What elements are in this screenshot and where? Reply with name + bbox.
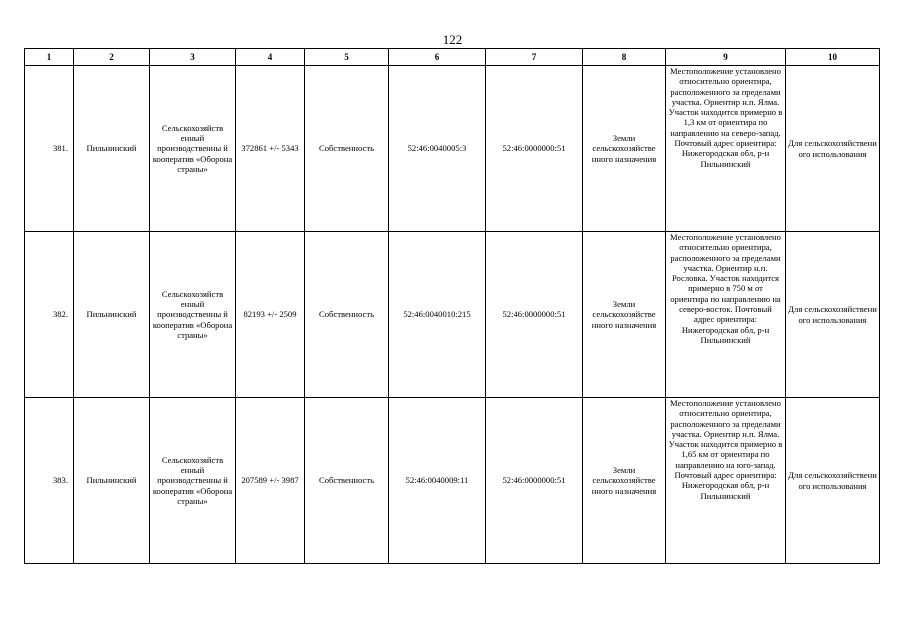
area-cell: 82193 +/- 2509 xyxy=(236,232,305,398)
cadastral-number-cell: 52:46:0040010:215 xyxy=(389,232,486,398)
column-header: 8 xyxy=(583,49,666,66)
table-row xyxy=(25,232,880,398)
right-cell: Собственность xyxy=(305,232,389,398)
block-number-cell: 52:46:0000000:51 xyxy=(486,66,583,232)
row-number: 383. xyxy=(25,398,74,564)
owner-cell: Сельскохозяйств енный производственны й кооператив «Оборона страны» xyxy=(150,66,236,232)
column-header: 6 xyxy=(389,49,486,66)
location-cell: Местоположение установлено относительно ориентира, расположенного за пределами участка. Ориентир н.п. Ялма. Участок находится примерно в 1,65 км от ориентира по направлению на юго-запад. Почтовый адрес ориентира: Нижегородская обл, р-н Пильнинский xyxy=(666,398,786,564)
column-header: 5 xyxy=(305,49,389,66)
column-header: 2 xyxy=(74,49,150,66)
table-row xyxy=(25,66,880,232)
usage-cell: Для сельскохозяйствени ого использования xyxy=(786,232,880,398)
district-cell: Пильнинский xyxy=(74,398,150,564)
cadastral-number-cell: 52:46:0040005:3 xyxy=(389,66,486,232)
district-cell: Пильнинский xyxy=(74,232,150,398)
block-number-cell: 52:46:0000000:51 xyxy=(486,232,583,398)
land-category-cell: Земли сельскохозяйстве нного назначения xyxy=(583,66,666,232)
land-registry-table xyxy=(24,48,880,564)
right-cell: Собственность xyxy=(305,398,389,564)
row-number: 382. xyxy=(25,232,74,398)
right-cell: Собственность xyxy=(305,66,389,232)
column-header: 7 xyxy=(486,49,583,66)
area-cell: 372861 +/- 5343 xyxy=(236,66,305,232)
block-number-cell: 52:46:0000000:51 xyxy=(486,398,583,564)
owner-cell: Сельскохозяйств енный производственны й кооператив «Оборона страны» xyxy=(150,232,236,398)
area-cell: 207589 +/- 3987 xyxy=(236,398,305,564)
column-header: 1 xyxy=(25,49,74,66)
land-category-cell: Земли сельскохозяйстве нного назначения xyxy=(583,398,666,564)
header-row xyxy=(25,49,880,66)
column-header: 3 xyxy=(150,49,236,66)
column-header: 9 xyxy=(666,49,786,66)
column-header: 10 xyxy=(786,49,880,66)
location-cell: Местоположение установлено относительно ориентира, расположенного за пределами участка. Ориентир н.п. Рословка. Участок находится примерно в 750 м от ориентира по направлению на северо-восток. Почтовый адрес ориентира: Нижегородская обл, р-н Пильнинский xyxy=(666,232,786,398)
usage-cell: Для сельскохозяйствени ого использования xyxy=(786,66,880,232)
location-cell: Местоположение установлено относительно ориентира, расположенного за пределами участка. Ориентир н.п. Ялма. Участок находится примерно в 1,3 км от ориентира по направлению на северо-запад. Почтовый адрес ориентира: Нижегородская обл, р-н Пильнинский xyxy=(666,66,786,232)
land-category-cell: Земли сельскохозяйстве нного назначения xyxy=(583,232,666,398)
usage-cell: Для сельскохозяйствени ого использования xyxy=(786,398,880,564)
cadastral-number-cell: 52:46:0040009:11 xyxy=(389,398,486,564)
page-number: 122 xyxy=(442,32,463,47)
row-number: 381. xyxy=(25,66,74,232)
district-cell: Пильнинский xyxy=(74,66,150,232)
table-row xyxy=(25,398,880,564)
owner-cell: Сельскохозяйств енный производственны й кооператив «Оборона страны» xyxy=(150,398,236,564)
column-header: 4 xyxy=(236,49,305,66)
